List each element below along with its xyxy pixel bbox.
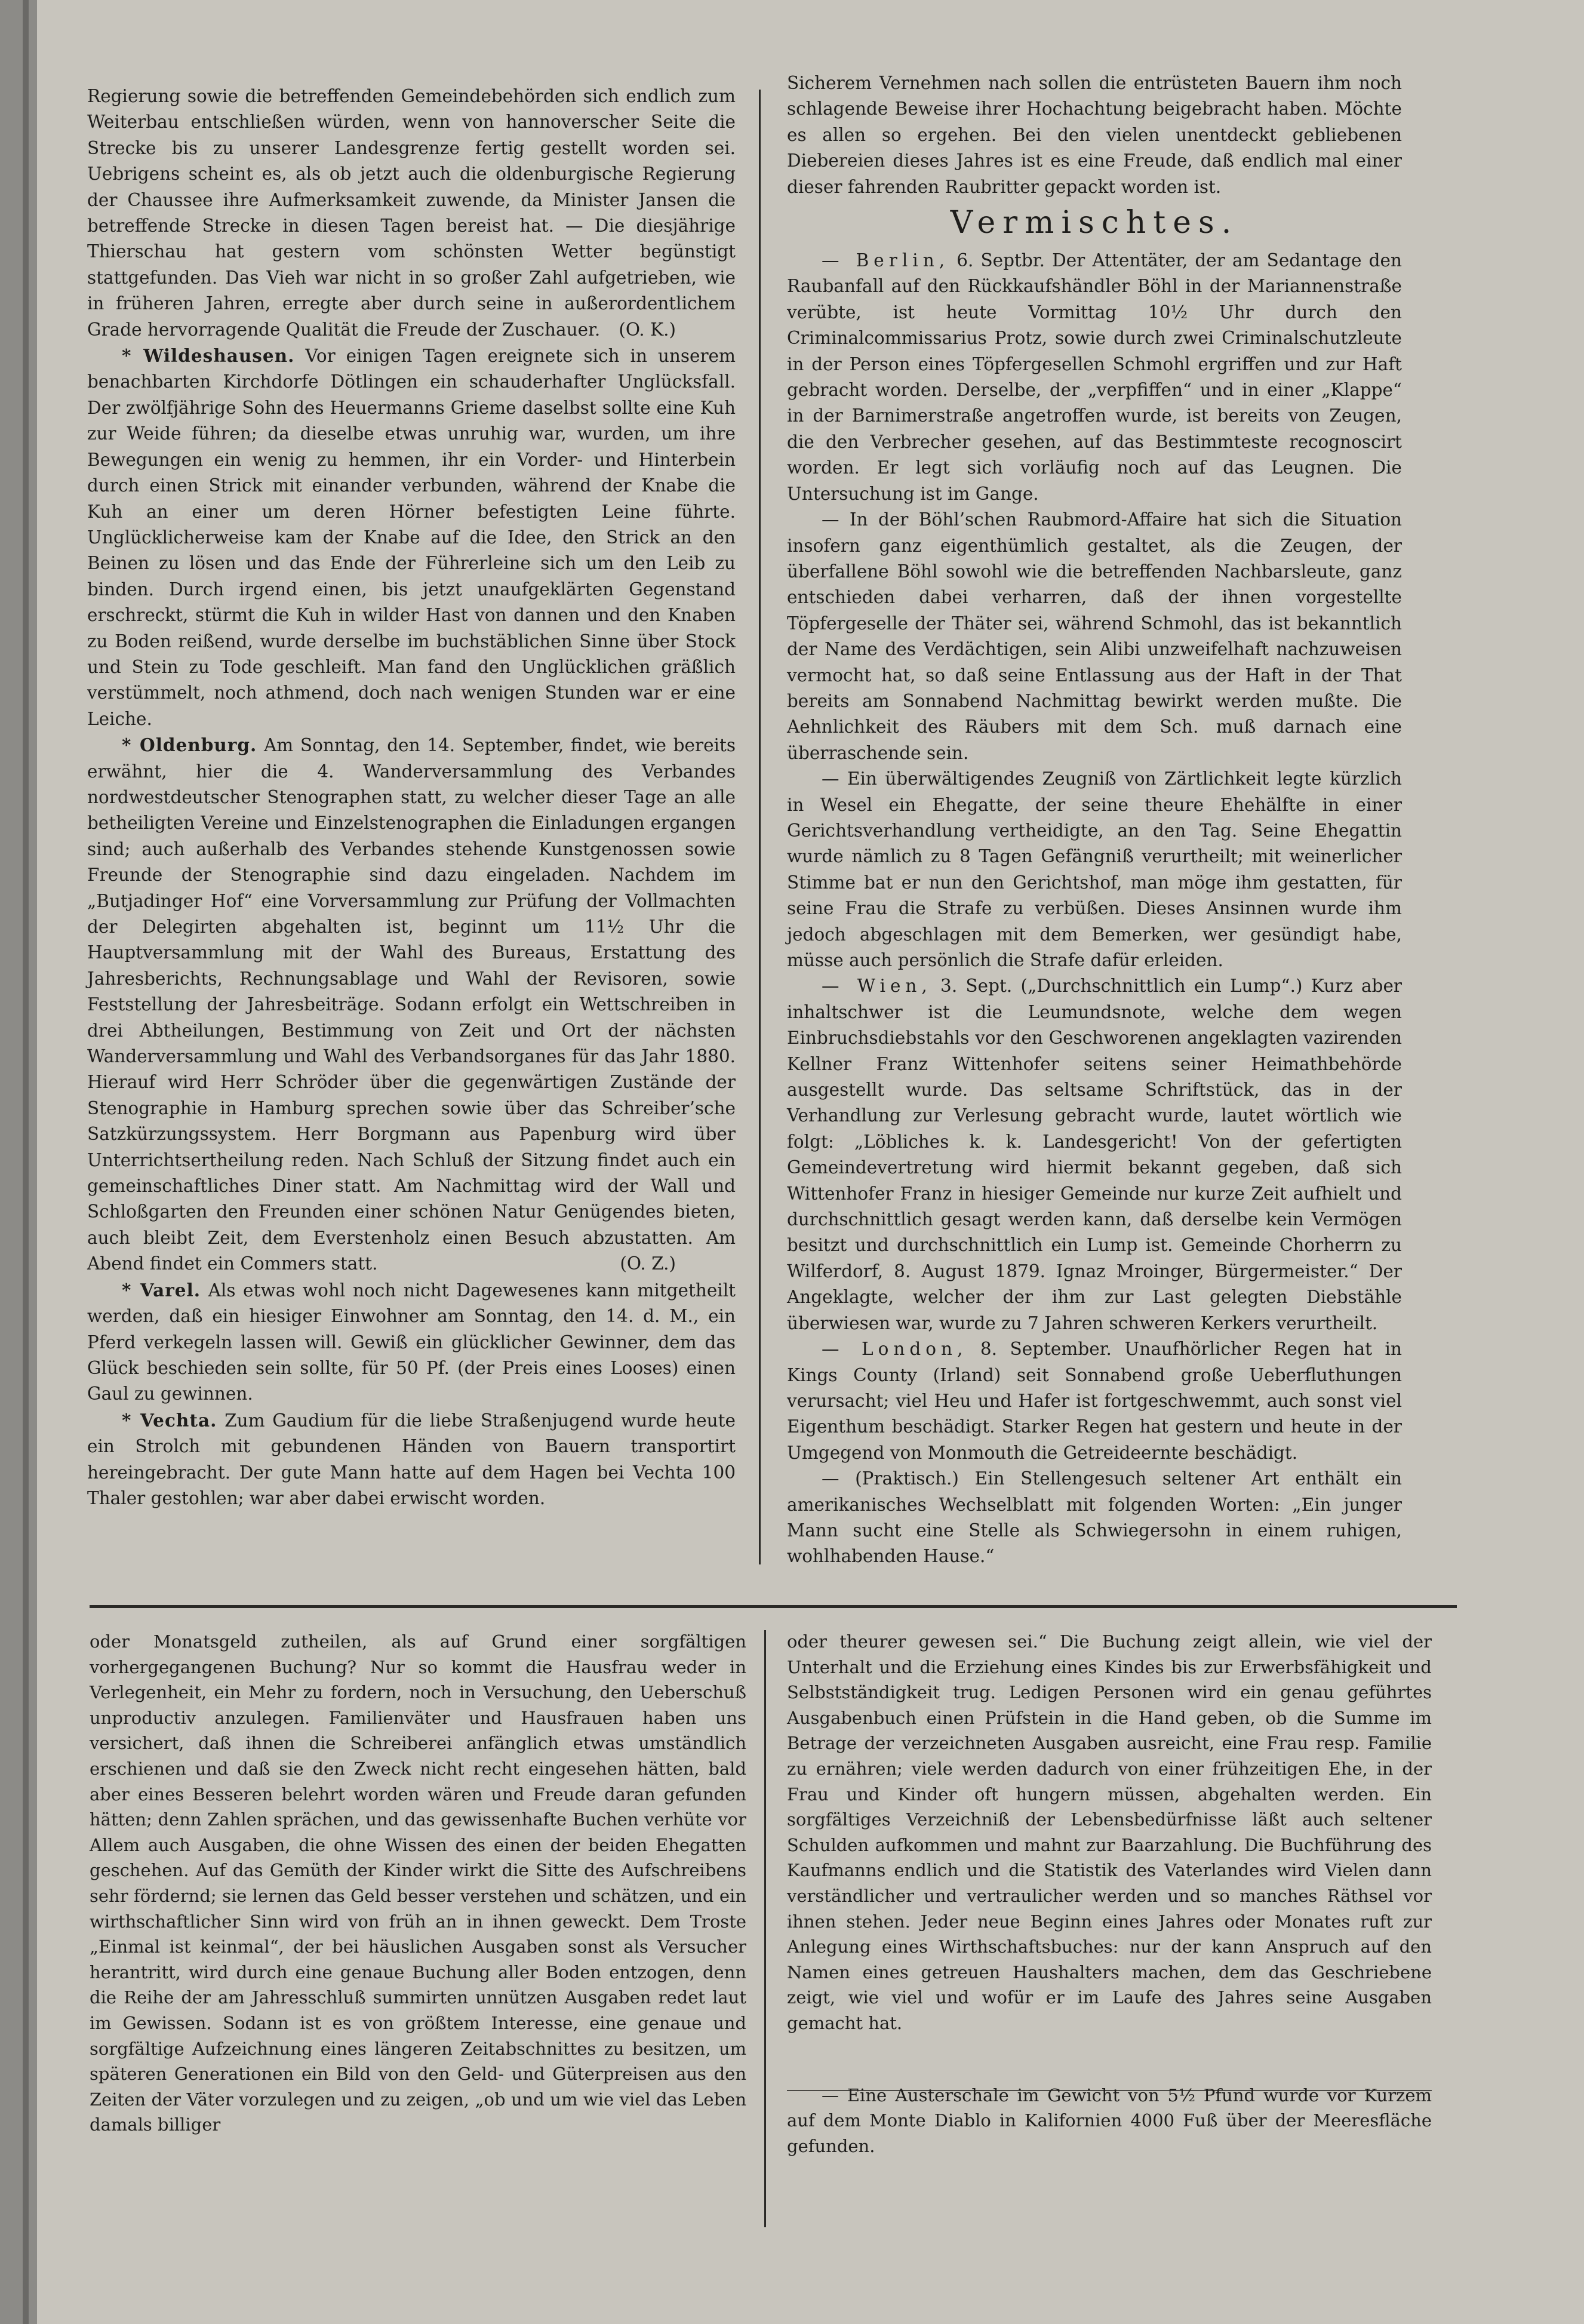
dateline: * Vechta.: [122, 1409, 217, 1431]
article-london: [787, 1336, 1402, 1466]
column-divider-bottom: [764, 1630, 766, 2227]
page-binding-edge: [0, 0, 37, 2324]
article-wildeshausen: [87, 343, 736, 732]
paragraph-text: 3. Sept. („Durchschnittlich ein Lump“.) Kurz aber inhaltschwer ist die Leumundsnote, welche dem wegen Einbruchsdiebstahls vor den Geschworenen angeklagten vazirenden Kellner Franz Wittenhofer seitens seiner Heimathbehörde ausgestellt wurde. Das seltsame Schriftstück, das in der Verhandlung zur Verlesung gebracht wurde, lautet wörtlich wie folgt: „Löbliches k. k. Landesgericht! Von der gefertigten Gemeindevertretung wird hiermit bekannt gegeben, daß sich Wittenhofer Franz in hiesiger Gemeinde nur kurze Zeit aufhielt und durchschnittlich gesagt werden kann, daß derselbe kein Vermögen besitzt und durchschnittlich ein Lump ist. Gemeinde Chorherrn zu Wilferdorf, 8. August 1879. Ignaz Mroinger, Bürgermeister.“ Der Angeklagte, welcher der ihm zur Last gelegten Diebstähle überwiesen war, wurde zu 7 Jahren schweren Kerkers verurtheilt.: [787, 976, 1402, 1333]
article-austernschale: — Eine Austerschale im Gewicht von 5½ Pfund wurde vor Kurzem auf dem Monte Diablo in Kalifornien 4000 Fuß über der Meeresfläche gefunden.: [787, 2085, 1432, 2156]
column-divider-top: [759, 90, 761, 1564]
feuilleton-text: oder Monatsgeld zutheilen, als auf Grund einer sorgfältigen vorhergegangenen Buchung? Nur so kommt die Hausfrau weder in Verlegenheit, ein Mehr zu fordern, noch in Versuchung, den Ueberschuß unproductiv anzulegen. Familienväter und Hausfrauen haben uns versichert, daß ihnen die Schreiberei anfänglich etwas umständlich erschienen und daß sie den Zweck nicht recht eingesehen hätten, bald aber eines Besseren belehrt worden wären und Freude daran gefunden hätten; denn Zahlen sprächen, und das gewissenhafte Buchen verhüte vor Allem auch Ausgaben, die ohne Wissen des einen der beiden Ehegatten geschehen. Auf das Gemüth der Kinder wirkt die Sitte des Aufschreibens sehr fördernd; sie lernen das Geld besser verstehen und schätzen, und ein wirthschaftlicher Sinn wird von früh an in ihnen geweckt. Dem Troste „Einmal ist keinmal“, der bei häuslichen Ausgaben sonst als Versucher herantritt, wird durch eine genaue Buchung aller Boden entzogen, denn die Reihe der am Jahresschluß summirten unnützen Ausgaben redet laut im Gewissen. Sodann ist es von größtem Interesse, eine genaue und sorgfältige Aufzeichnung eines längeren Zeitabschnittes zu besitzen, um späteren Generationen ein Bild von den Geld- und Güterpreisen aus den Zeiten der Väter vorzulegen und zu zeigen, „ob und um wie viel das Leben damals billiger: [90, 1631, 746, 2135]
paragraph-text: Am Sonntag, den 14. September, findet, wie bereits erwähnt, hier die 4. Wanderversammlung des Verbandes nordwestdeutscher Stenographen statt, zu welcher dieser Tage an alle betheiligten Vereine und Einzelstenographen die Einladungen ergangen sind; auch außerhalb des Verbandes stehende Kunstgenossen sowie Freunde der Stenographie sind dazu eingeladen. Nachdem im „Butjadinger Hof“ eine Vorversammlung zur Prüfung der Vollmachten der Delegirten abgehalten ist, beginnt um 11½ Uhr die Hauptversammlung mit der Wahl des Bureaus, Erstattung des Jahresberichts, Rechnungsablage und Wahl der Revisoren, sowie Feststellung der Jahresbeiträge. Sodann erfolgt ein Wettschreiben in drei Abtheilungen, Bestimmung von Zeit und Ort der nächsten Wanderversammlung und Wahl des Verbandsorganes für das Jahr 1880. Hierauf wird Herr Schröder über die gegenwärtigen Zustände der Stenographie in Hamburg sprechen sowie über das Schreiber’sche Satzkürzungssystem. Herr Borgmann aus Papenburg wird über Unterrichtsertheilung reden. Nach Schluß der Sitzung findet auch ein gemeinschaftliches Diner statt. Am Nachmittag wird der Wall und Schloßgarten den Freunden einer schönen Natur Genügendes bieten, auch bleibt Zeit, dem Everstenholz einen Besuch abzustatten. Am Abend findet ein Commers statt.: [87, 735, 736, 1274]
article-vechta: [87, 1407, 736, 1512]
feuilleton-column-right: [787, 1629, 1432, 2159]
article-berlin: [787, 248, 1402, 507]
dateline: — Wien,: [822, 976, 932, 997]
feuilleton-column-left: [90, 1629, 746, 2138]
source-signature: (O. K.): [619, 319, 676, 340]
article-oldenburg: [87, 732, 736, 1277]
paragraph-text: Regierung sowie die betreffenden Gemeindebehörden sich endlich zum Weiterbau entschließen würden, wenn von hannoverscher Seite die Strecke bis zu unserer Landesgrenze fertig gestellt worden sei. Uebrigens scheint es, als ob jetzt auch die oldenburgische Regierung der Chaussee ihre Aufmerksamkeit zuwende, da Minister Jansen die betreffende Strecke in diesen Tagen bereist hat. — Die diesjährige Thierschau hat gestern vom schönsten Wetter begünstigt stattgefunden. Das Vieh war nicht in so großer Zahl aufgetrieben, wie in früheren Jahren, erregte aber durch seine in außerordentlichem Grade hervorragende Qualität die Freude der Zuschauer.: [87, 86, 736, 340]
dateline: * Varel.: [122, 1279, 201, 1301]
paragraph-text: 6. Septbr. Der Attentäter, der am Sedantage den Raubanfall auf den Rückkaufshändler Böhl in der Mariannenstraße verübte, ist heute Vormittag 10½ Uhr durch den Criminalcommissarius Protz, sowie durch zwei Criminalschutzleute in der Person eines Töpfergesellen Schmohl ergriffen und zur Haft gebracht worden. Derselbe, der „verpfiffen“ und in einer „Klappe“ in der Barnimerstraße angetroffen wurde, ist bereits von Zeugen, die den Verbrecher gesehen, auf das Bestimmteste recognoscirt worden. Er legt sich vorläufig noch auf das Leugnen. Die Untersuchung ist im Gange.: [787, 250, 1402, 504]
paragraph-text: Zum Gaudium für die liebe Straßenjugend wurde heute ein Strolch mit gebundenen Händen von Bauern transportirt hereingebracht. Der gute Mann hatte auf dem Hagen bei Vechta 100 Thaler gestohlen; war aber dabei erwischt worden.: [87, 1410, 736, 1508]
article-boehl-affaire: — In der Böhl’schen Raubmord-Affaire hat sich die Situation insofern ganz eigenthümlich gestaltet, als die Zeugen, der überfallene Böhl sowohl wie die betreffenden Nachbarsleute, ganz entschieden dabei verharren, daß der ihnen vorgestellte Töpfergeselle der Thäter sei, während Schmohl, das ist bekanntlich der Name des Verdächtigen, sein Alibi unzweifelhaft nachzuweisen vermocht hat, so daß seine Entlassung aus der Haft in der That bereits am Sonnabend Nachmittag bewirkt werden mußte. Die Aehnlichkeit des Räubers mit dem Sch. muß darnach eine überraschende sein.: [787, 509, 1402, 763]
article-column-right: [787, 70, 1402, 1570]
article-continuation: [87, 84, 736, 343]
article-wien: [787, 973, 1402, 1336]
article-continuation: Sicherem Vernehmen nach sollen die entrüsteten Bauern ihm noch schlagende Beweise ihrer Hochachtung beigebracht haben. Möchte es allen so ergehen. Bei den vielen unentdeckt gebliebenen Diebereien dieses Jahres ist es eine Freude, daß endlich mal einer dieser fahrenden Raubritter gepackt worden ist.: [787, 73, 1402, 197]
dateline: * Oldenburg.: [122, 734, 257, 756]
source-signature: (O. Z.): [620, 1253, 676, 1274]
dateline: — Berlin,: [822, 250, 950, 271]
dateline: — London,: [822, 1339, 968, 1360]
paragraph-text: Vor einigen Tagen ereignete sich in unserem benachbarten Kirchdorfe Dötlingen ein schauderhafter Unglücksfall. Der zwölfjährige Sohn des Heuermanns Grieme daselbst sollte eine Kuh zur Weide führen; da dieselbe etwas unruhig war, wurden, um ihre Bewegungen ein wenig zu hemmen, ihr ein Vorder- und Hinterbein durch einen Strick mit einander verbunden, während der Knabe die Kuh an einer um deren Hörner befestigten Leine führte. Unglücklicherweise kam der Knabe auf die Idee, den Strick an den Beinen zu lösen und das Ende der Führerleine sich um den Leib zu binden. Durch irgend einen, bis jetzt unaufgeklärten Gegenstand erschreckt, stürmt die Kuh in wilder Hast von dannen und den Knaben zu Boden reißend, wurde derselbe im buchstäblichen Sinne über Stock und Stein zu Tode geschleift. Man fand den Unglücklichen gräßlich verstümmelt, noch athmend, doch nach wenigen Stunden war er eine Leiche.: [87, 346, 736, 729]
dateline: * Wildeshausen.: [122, 345, 295, 367]
binding-shadow: [23, 0, 29, 2324]
section-divider-rule: [90, 1605, 1457, 1608]
paragraph-text: Als etwas wohl noch nicht Dagewesenes kann mitgetheilt werden, daß ein hiesiger Einwohner am Sonntag, den 14. d. M., ein Pferd verkegeln lassen will. Gewiß ein glücklicher Gewinner, dem das Glück beschieden sein sollte, für 50 Pf. (der Preis eines Looses) einen Gaul zu gewinnen.: [87, 1280, 736, 1404]
feuilleton-text: oder theurer gewesen sei.“ Die Buchung zeigt allein, wie viel der Unterhalt und die Erziehung eines Kindes bis zur Erwerbsfähigkeit und Selbstständigkeit trug. Ledigen Personen wird ein genau geführtes Ausgabenbuch einen Prüfstein in die Hand geben, ob die Summe im Betrage der verzeichneten Ausgaben ausreicht, eine Frau resp. Familie zu ernähren; viele werden dadurch von einer frühzeitigen Ehe, in der Frau und Kinder oft hungern müssen, abgehalten werden. Ein sorgfältiges Verzeichniß der Lebensbedürfnisse läßt auch seltener Schulden aufkommen und mahnt zur Baarzahlung. Die Buchführung des Kaufmanns endlich und die Statistik des Vaterlandes wird Vielen dann verständlicher und vertraulicher werden und so manches Räthsel vor ihnen stehen. Jeder neue Beginn eines Jahres oder Monates ruft zur Anlegung eines Wirthschaftsbuches: nur der kann Anspruch auf den Namen eines getreuen Haushalters machen, dem das Geschriebene zeigt, wie viel und wofür er im Laufe des Jahres seine Ausgaben gemacht hat.: [787, 1631, 1432, 2033]
article-varel: [87, 1277, 736, 1407]
article-wesel: — Ein überwältigendes Zeugniß von Zärtlichkeit legte kürzlich in Wesel ein Ehegatte, der seine theure Ehehälfte in einer Gerichtsverhandlung vertheidigte, an den Tag. Seine Ehegattin wurde nämlich zu 8 Tagen Gefängniß verurtheilt; mit weinerlicher Stimme bat er nun den Gerichtshof, man möge ihm gestatten, für seine Frau die Strafe zu verbüßen. Dieses Ansinnen wurde ihm jedoch abgeschlagen mit dem Bemerken, wer gesündigt habe, müsse auch persönlich die Strafe dafür erleiden.: [787, 768, 1402, 970]
section-heading: Vermischtes.: [950, 205, 1239, 241]
article-column-left: [87, 84, 736, 1511]
article-praktisch: — (Praktisch.) Ein Stellengesuch seltener Art enthält ein amerikanisches Wechselblatt mit folgenden Worten: „Ein junger Mann sucht eine Stelle als Schwiegersohn in einem ruhigen, wohlhabenden Hause.“: [787, 1468, 1402, 1567]
paragraph-text: 8. September. Unaufhörlicher Regen hat in Kings County (Irland) seit Sonnabend große Ueberfluthungen verursacht; viel Heu und Hafer ist fortgeschwemmt, auch sonst viel Eigenthum beschädigt. Starker Regen hat gestern und heute in der Umgegend von Monmouth die Getreideernte beschädigt.: [787, 1339, 1402, 1463]
